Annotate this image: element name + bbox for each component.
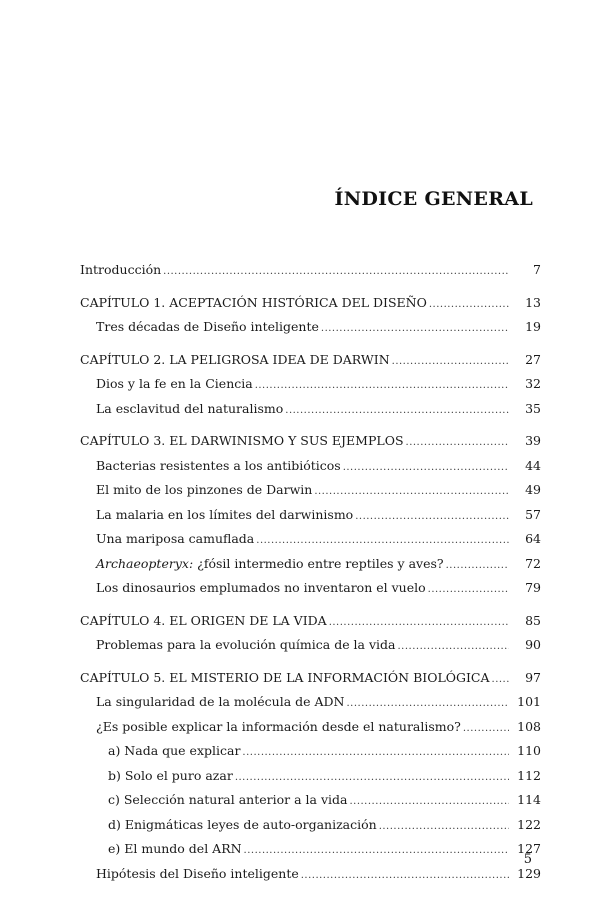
toc-entry-label-text: La esclavitud del naturalismo <box>96 400 284 416</box>
dot-leader <box>343 462 509 473</box>
toc-subentry <box>80 401 541 426</box>
toc-chapter-entry <box>80 433 541 458</box>
toc-entry-label-text: Introducción <box>80 262 162 277</box>
toc-subentry <box>80 768 541 793</box>
toc-subentry <box>80 743 541 768</box>
toc-entry-label-text: La singularidad de la molécula de ADN <box>96 694 345 709</box>
dot-leader <box>329 617 509 628</box>
toc-entry-label-text: CAPÍTULO 2. LA PELIGROSA IDEA DE DARWIN <box>80 351 390 367</box>
dot-leader <box>242 747 509 758</box>
dot-leader <box>429 299 509 310</box>
toc-subentry <box>80 792 541 817</box>
toc-entry-label-text: CAPÍTULO 5. EL MISTERIO DE LA INFORMACIÓN BIOLÓGICA <box>80 669 490 685</box>
toc-page-number: 32 <box>525 376 541 391</box>
toc-entry-label <box>108 743 240 758</box>
toc-subentry <box>80 482 541 507</box>
dot-leader <box>285 405 509 416</box>
page-title: ÍNDICE GENERAL <box>334 188 533 210</box>
toc-entry-label <box>96 507 353 522</box>
dot-leader <box>255 380 509 391</box>
toc-entry-label-text: Hipótesis del Diseño inteligente <box>96 865 299 881</box>
toc-entry-label-text: Una mariposa camuflada <box>96 531 255 546</box>
dot-leader <box>392 356 509 367</box>
toc-entry-label-text: Los dinosaurios emplumados no inventaron el vuelo <box>96 580 426 595</box>
toc-entry-label-text: c) Selección natural anterior a la vida <box>108 792 348 807</box>
toc-section <box>80 352 541 426</box>
toc-page-number: 85 <box>525 612 541 628</box>
dot-leader <box>235 772 509 783</box>
toc-subentry <box>80 719 541 744</box>
dot-leader <box>349 796 509 807</box>
toc-entry-label <box>108 817 377 832</box>
toc-page-number: 39 <box>525 433 541 448</box>
toc-page-number: 44 <box>525 457 541 473</box>
toc-chapter-entry <box>80 352 541 377</box>
dot-leader <box>314 486 509 497</box>
toc-entry-label <box>80 433 404 448</box>
toc-subentry <box>80 817 541 842</box>
toc-entry-label-text: e) El mundo del ARN <box>108 841 242 856</box>
toc-subentry <box>80 531 541 556</box>
toc-page-number: 49 <box>525 482 541 497</box>
toc-entry-label <box>96 694 345 709</box>
toc-entry-label-text: El mito de los pinzones de Darwin <box>96 482 313 497</box>
toc-entry-label-text: Tres décadas de Diseño inteligente <box>96 319 319 334</box>
toc-entry-label <box>108 792 347 807</box>
dot-leader <box>301 870 509 881</box>
toc-page-number: 90 <box>525 637 541 652</box>
toc-entry-label <box>80 262 161 277</box>
toc-entry-label <box>96 580 426 595</box>
toc-page-number: 101 <box>517 694 541 709</box>
dot-leader <box>347 698 510 709</box>
dot-leader <box>398 641 510 652</box>
dot-leader <box>163 266 509 277</box>
toc-page-number: 112 <box>517 767 541 783</box>
toc-entry-label <box>80 352 390 367</box>
toc-entry-label-text: La malaria en los límites del darwinismo <box>96 506 354 522</box>
toc-page-number: 110 <box>517 743 541 758</box>
toc-page-number: 97 <box>525 669 541 685</box>
toc-section <box>80 262 541 287</box>
dot-leader <box>256 535 509 546</box>
toc-entry-label-text: ¿Es posible explicar la información desde el naturalismo? <box>96 718 461 734</box>
toc-page-number: 129 <box>517 865 541 881</box>
dot-leader <box>379 821 509 832</box>
table-of-contents <box>80 262 541 898</box>
toc-page-number: 114 <box>517 792 541 807</box>
toc-entry-label-text: Dios y la fe en la Ciencia <box>96 376 253 391</box>
toc-entry-label <box>96 319 319 334</box>
toc-page-number: 13 <box>525 294 541 310</box>
toc-entry-label <box>96 401 283 416</box>
dot-leader <box>355 511 509 522</box>
toc-entry-label <box>96 637 396 652</box>
dot-leader <box>446 560 509 571</box>
toc-subentry <box>80 556 541 581</box>
dot-leader <box>492 674 509 685</box>
dot-leader <box>321 323 509 334</box>
toc-entry-label-text: a) Nada que explicar <box>108 743 241 758</box>
dot-leader <box>463 723 509 734</box>
dot-leader <box>406 437 509 448</box>
toc-subentry <box>80 580 541 605</box>
toc-chapter-entry <box>80 613 541 638</box>
dot-leader <box>428 584 509 595</box>
toc-entry-label <box>96 482 312 497</box>
toc-entry-label-text: CAPÍTULO 3. EL DARWINISMO Y SUS EJEMPLOS <box>80 433 404 448</box>
toc-chapter-entry <box>80 295 541 320</box>
toc-page-number: 35 <box>525 400 541 416</box>
toc-page-number: 64 <box>525 531 541 546</box>
toc-subentry <box>80 637 541 662</box>
toc-entry-label <box>80 670 490 685</box>
toc-entry-label <box>108 768 233 783</box>
toc-entry-label-text: d) Enigmáticas leyes de auto-organización <box>108 816 377 832</box>
toc-subentry <box>80 319 541 344</box>
toc-section <box>80 670 541 891</box>
toc-entry-label <box>80 295 427 310</box>
toc-entry-label <box>96 719 461 734</box>
toc-entry-label-text: Bacterias resistentes a los antibióticos <box>96 457 341 473</box>
toc-page-number: 7 <box>533 262 541 277</box>
toc-page-number: 122 <box>517 816 541 832</box>
toc-entry-label-text: b) Solo el puro azar <box>108 767 233 783</box>
toc-entry-label <box>96 531 254 546</box>
toc-chapter-entry <box>80 670 541 695</box>
toc-subentry <box>80 376 541 401</box>
toc-page-number: 79 <box>525 580 541 595</box>
toc-subentry <box>80 458 541 483</box>
dot-leader <box>244 845 509 856</box>
toc-entry-label <box>96 376 253 391</box>
toc-page-number: 19 <box>525 319 541 334</box>
toc-section <box>80 433 541 605</box>
toc-page-number: 72 <box>525 555 541 571</box>
toc-section <box>80 295 541 344</box>
toc-entry-label-italic: Archaeopteryx: <box>96 555 194 571</box>
toc-section <box>80 613 541 662</box>
toc-page-number: 57 <box>525 506 541 522</box>
toc-entry-label-text: CAPÍTULO 4. EL ORIGEN DE LA VIDA <box>80 612 327 628</box>
toc-entry-label-text: ¿fósil intermedio entre reptiles y aves? <box>193 555 444 571</box>
toc-subentry <box>80 866 541 891</box>
toc-entry-label <box>80 613 327 628</box>
toc-entry-label <box>96 556 444 571</box>
toc-entry-label <box>108 841 242 856</box>
toc-entry-label <box>96 866 299 881</box>
toc-subentry <box>80 507 541 532</box>
toc-page-number: 108 <box>517 718 541 734</box>
toc-entry-label <box>96 458 341 473</box>
toc-page-number: 27 <box>525 351 541 367</box>
toc-page-number: 127 <box>517 841 541 856</box>
toc-entry-label-text: CAPÍTULO 1. ACEPTACIÓN HISTÓRICA DEL DISEÑO <box>80 294 427 310</box>
toc-subentry <box>80 694 541 719</box>
page-number: 5 <box>523 852 532 867</box>
toc-chapter-entry <box>80 262 541 287</box>
toc-entry-label-text: Problemas para la evolución química de la vida <box>96 637 396 652</box>
toc-subentry <box>80 841 541 866</box>
